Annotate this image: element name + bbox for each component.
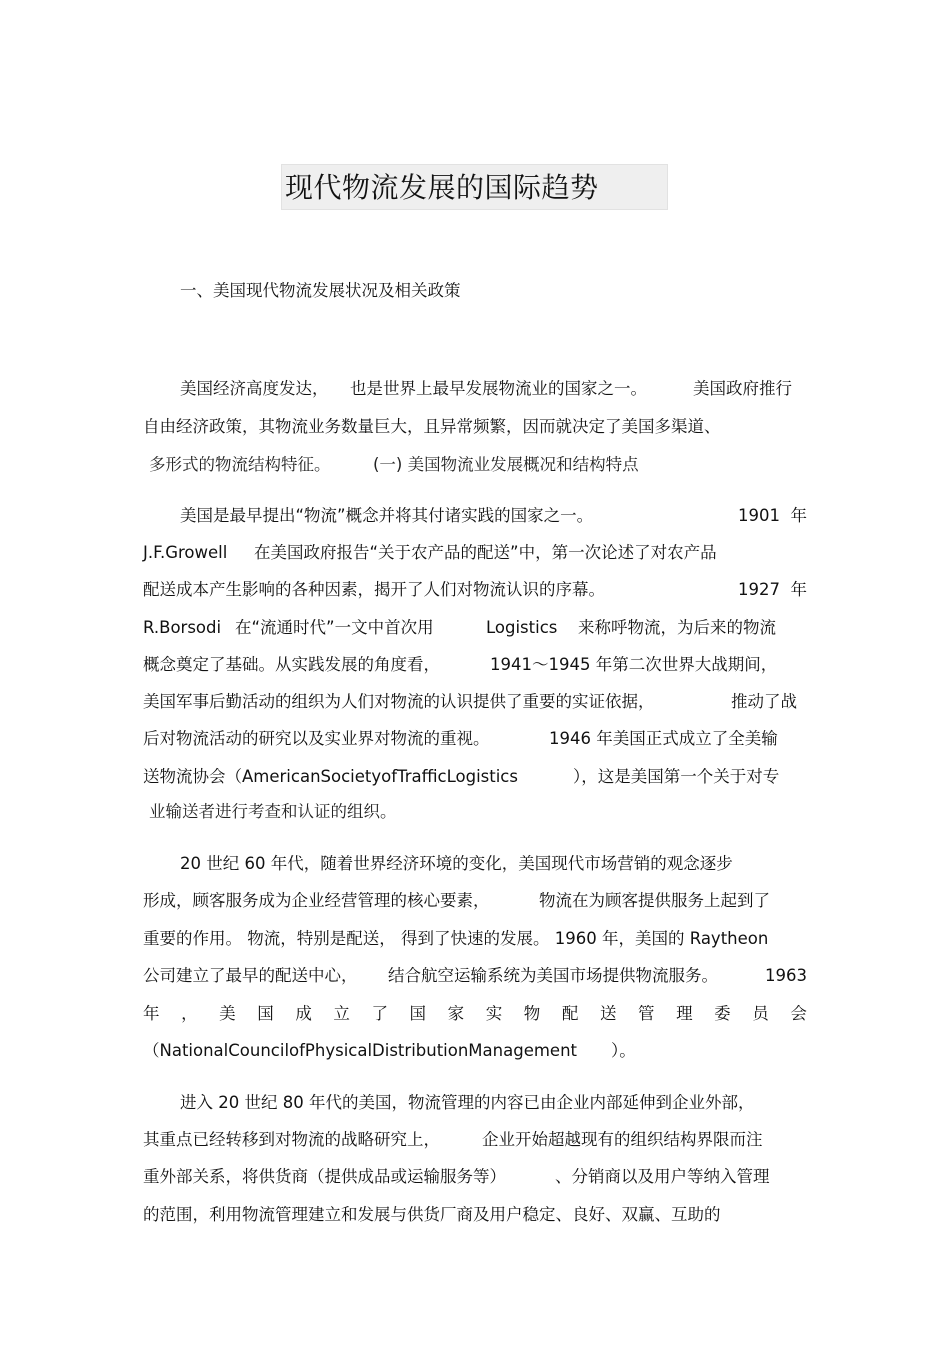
- text-run: 形成，顾客服务成为企业经营管理的核心要素，: [143, 891, 490, 910]
- text-run: J.F.Growell: [143, 543, 228, 562]
- text-run: 1946 年美国正式成立了全美输: [549, 729, 778, 748]
- text-run: 送物流协会（AmericanSocietyofTrafficLogistics: [143, 767, 518, 786]
- p3-line-2: [143, 890, 807, 912]
- p3-line-3: 重要的作用。 物流，特别是配送， 得到了快速的发展。 1960 年，美国的 Raytheon: [143, 929, 769, 948]
- text-run: 概念奠定了基础。从实践发展的角度看，: [143, 655, 440, 674]
- p2-line-1: [143, 505, 807, 527]
- text-run: 1927 年: [738, 580, 807, 599]
- char: 实: [485, 1004, 503, 1023]
- char: 送: [599, 1004, 617, 1023]
- text-run: 也是世界上最早发展物流业的国家之一。: [350, 379, 647, 398]
- text-run: 美国是最早提出“物流”概念并将其付诸实践的国家之一。: [180, 506, 594, 525]
- char: 配: [561, 1004, 579, 1023]
- text-run: 公司建立了最早的配送中心，: [143, 966, 358, 985]
- char: 国: [409, 1004, 427, 1023]
- char: 委: [714, 1004, 731, 1023]
- p2-line-5: [143, 654, 807, 676]
- char: 会: [790, 1004, 807, 1023]
- char: 家: [447, 1004, 465, 1023]
- p2-line-4: [143, 617, 807, 639]
- text-run: ）。: [611, 1041, 636, 1060]
- char: 成: [295, 1004, 312, 1023]
- section-heading: 一、美国现代物流发展状况及相关政策: [180, 281, 461, 300]
- p2-line-9: 业输送者进行考查和认证的组织。: [149, 802, 397, 821]
- text-run: 配送成本产生影响的各种因素，揭开了人们对物流认识的序幕。: [143, 580, 605, 599]
- text-run: 结合航空运输系统为美国市场提供物流服务。: [388, 966, 718, 985]
- p4-line-1: 进入 20 世纪 80 年代的美国，物流管理的内容已由企业内部延伸到企业外部，: [180, 1093, 755, 1112]
- char: 物: [523, 1004, 541, 1023]
- p3-line-4: [143, 965, 807, 987]
- p3-line-1: 20 世纪 60 年代，随着世界经济环境的变化，美国现代市场营销的观念逐步: [180, 854, 733, 873]
- text-run: 1941～1945 年第二次世界大战期间，: [490, 655, 778, 674]
- char: 国: [257, 1004, 274, 1023]
- char: ，: [181, 1004, 198, 1023]
- p2-line-2: [143, 542, 807, 564]
- p3-line-6: [143, 1040, 807, 1062]
- p4-line-2: [143, 1129, 807, 1151]
- p2-line-6: [143, 691, 807, 713]
- text-run: 来称呼物流，为后来的物流: [578, 618, 776, 637]
- subsection-heading: (一) 美国物流业发展概况和结构特点: [373, 455, 639, 474]
- text-run: 推动了战: [731, 692, 797, 711]
- text-run: 1963: [765, 966, 807, 985]
- text-run: 美国政府推行: [693, 379, 792, 398]
- text-run: 其重点已经转移到对物流的战略研究上，: [143, 1130, 440, 1149]
- char: 立: [333, 1004, 350, 1023]
- p4-line-3: [143, 1166, 807, 1188]
- text-run: 美国军事后勤活动的组织为人们对物流的认识提供了重要的实证依据，: [143, 692, 655, 711]
- char: 员: [752, 1004, 769, 1023]
- char: 了: [371, 1004, 388, 1023]
- p2-line-3: [143, 579, 807, 601]
- text-run: 多形式的物流结构特征。: [149, 455, 331, 474]
- p3-line-5: [143, 1003, 807, 1025]
- text-run: Logistics: [486, 618, 558, 637]
- text-run: 物流在为顾客提供服务上起到了: [539, 891, 770, 910]
- char: 管: [638, 1004, 655, 1023]
- text-run: ），这是美国第一个关于对专: [573, 767, 780, 786]
- p1-line-2: 自由经济政策，其物流业务数量巨大，且异常频繁，因而就决定了美国多渠道、: [143, 417, 721, 436]
- char: 理: [676, 1004, 693, 1023]
- p2-line-8: [143, 766, 807, 788]
- char: 年: [143, 1004, 160, 1023]
- p1-line-3: [143, 454, 807, 476]
- text-run: 企业开始超越现有的组织结构界限而注: [482, 1130, 763, 1149]
- text-run: 在“流通时代”一文中首次用: [235, 618, 434, 637]
- text-run: 美国经济高度发达，: [180, 379, 329, 398]
- text-run: 在美国政府报告“关于农产品的配送”中，第一次论述了对农产品: [254, 543, 717, 562]
- text-run: 重外部关系，将供货商（提供成品或运输服务等）: [143, 1167, 506, 1186]
- text-run: 1901 年: [738, 506, 807, 525]
- text-run: R.Borsodi: [143, 618, 222, 637]
- p4-line-4: 的范围，利用物流管理建立和发展与供货厂商及用户稳定、良好、双赢、互助的: [143, 1205, 721, 1224]
- p2-line-7: [143, 728, 807, 750]
- text-run: 、分销商以及用户等纳入管理: [555, 1167, 770, 1186]
- char: 美: [219, 1004, 236, 1023]
- page-title: 现代物流发展的国际趋势: [285, 171, 599, 204]
- text-run: 后对物流活动的研究以及实业界对物流的重视。: [143, 729, 490, 748]
- text-run: （NationalCouncilofPhysicalDistributionManagement: [143, 1041, 578, 1060]
- p1-line-1: [143, 378, 807, 400]
